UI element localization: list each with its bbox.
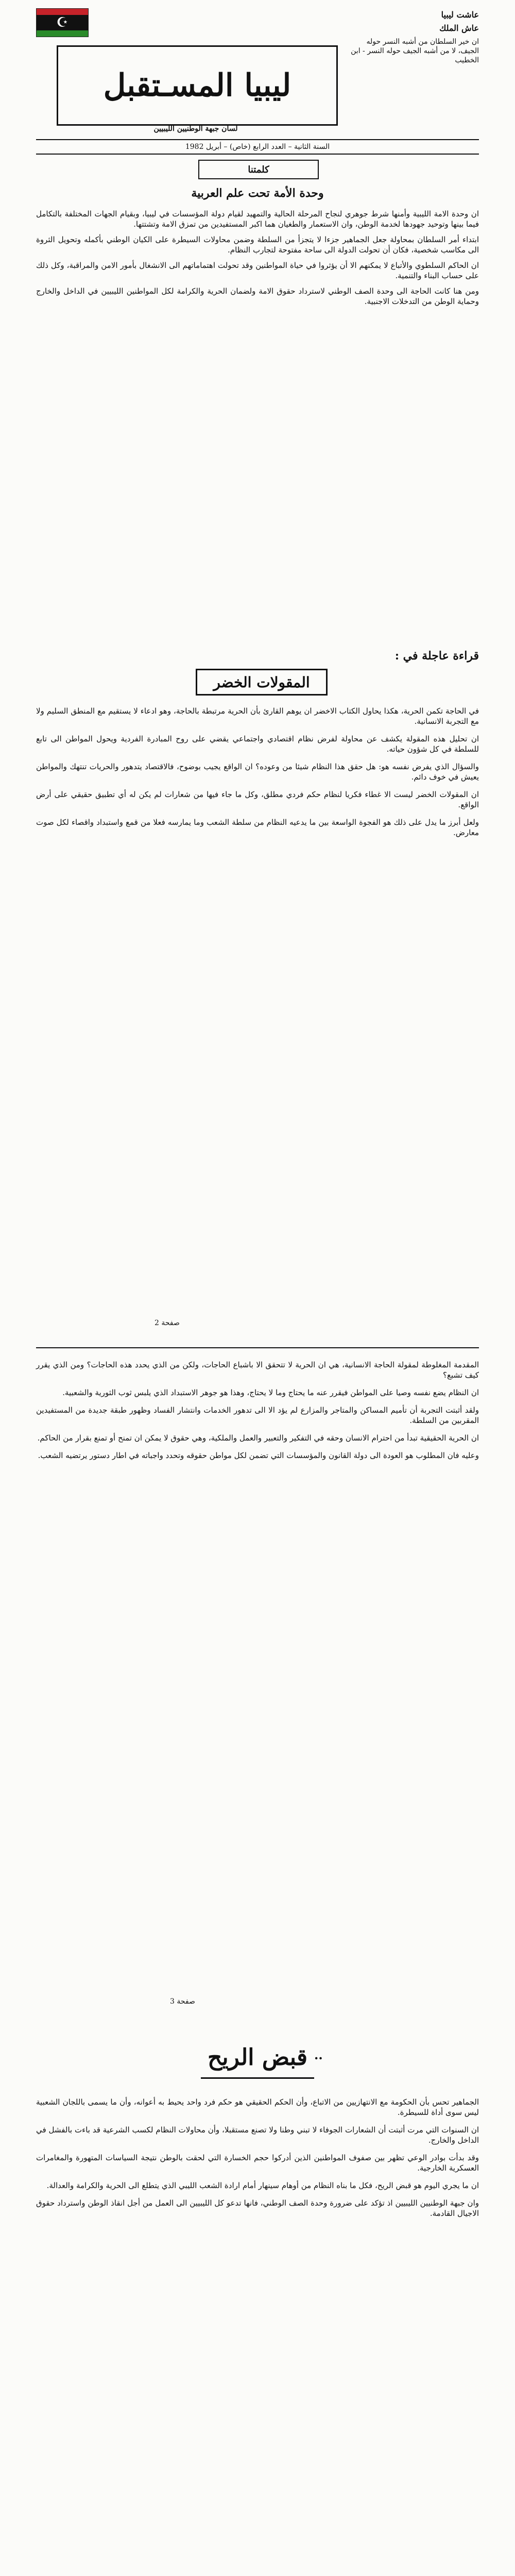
paragraph: الجماهير تحس بأن الحكومة مع الانتهازيين من الاتباع، وأن الحكم الحقيقي هو حكم فرد واحد يحيط به أعوانه، وأن ما يسمى باللجان الشعبية ليس سوى أداة للسيطرة. — [36, 2097, 479, 2117]
libya-flag-icon: ☪ — [36, 8, 89, 37]
paragraph: ولعل أبرز ما يدل على ذلك هو الفجوة الواسعة بين ما يدعيه النظام من سلطة الشعب وما يمارسه فعلا من قمع واستبداد واقصاء لكل صوت معارض. — [36, 818, 479, 837]
paragraph: وان جبهة الوطنيين الليبيين اذ تؤكد على ضرورة وحدة الصف الوطني، فانها تدعو كل الليبيين الى العمل من أجل انقاذ الوطن واسترداد حقوق الاجيال القادمة. — [36, 2198, 479, 2218]
paragraph: ان الحرية الحقيقية تبدأ من احترام الانسان وحقه في التفكير والتعبير والعمل والملكية، وهي حقوق لا يمكن ان تمنح أو تمنع بقرار من الحاكم. — [37, 1433, 479, 1443]
paragraph: ان المقولات الخضر ليست الا غطاء فكريا لنظام حكم فردي مطلق، وكل ما جاء فيها من شعارات لم يكن له أي تطبيق حقيقي على أرض الواقع. — [36, 790, 479, 809]
section-title: المقولات الخضر — [196, 669, 328, 696]
paragraph: ابتداء أمر السلطان بمحاولة جعل الجماهير جزءا لا يتجزأ من السلطة وضمن محاولات السيطرة على الكيان الوطني بأكمله وتحويل الثروة الى مكاسب شخصية، فكان أن تحولت الدولة الى ساحة مفتوحة لتجارب النظام. — [36, 235, 479, 255]
paragraph: ومن هنا كانت الحاجة الى وحدة الصف الوطني لاسترداد حقوق الامة ولضمان الحرية والكرامة لكل المواطنين الليبيين في الداخل والخارج وحماية الوطن من التدخلات الاجنبية. — [36, 286, 479, 306]
title-underline — [201, 2077, 314, 2079]
paragraph: والسؤال الذي يفرض نفسه هو: هل حقق هذا النظام شيئا من وعوده؟ ان الواقع يجيب بوضوح، فالاقتصاد يتدهور والحريات تنتهك والمواطن يعيش في خوف دائم. — [36, 762, 479, 782]
page-4 — [0, 2020, 515, 2576]
page-number: صفحة 2 — [154, 1319, 180, 1327]
section-kicker: قراءة عاجلة في : — [394, 649, 479, 663]
logo-subtitle: لسان جبهة الوطنيين الليبيين — [153, 125, 238, 133]
paragraph: وعليه فان المطلوب هو العودة الى دولة القانون والمؤسسات التي تضمن لكل مواطن حقوقه وتحدد واجباته في اطار دستور يرتضيه الشعب. — [38, 1451, 479, 1460]
page-number: صفحة 3 — [170, 1997, 195, 2006]
paragraph: ان تحليل هذه المقولة يكشف عن محاولة لفرض نظام اقتصادي واجتماعي يقضي على روح المبادرة الفردية ويحول المواطن الى تابع للسلطة في كل شؤون حياته. — [36, 734, 479, 754]
masthead-quote: ان خير السلطان من أشبه النسر حوله الجيف، لا من أشبه الجيف حوله النسر - ابن الخطيب — [351, 38, 479, 64]
paragraph: ان السنوات التي مرت أثبتت أن الشعارات الجوفاء لا تبني وطنا ولا تصنع مستقبلا، وأن محاولات النظام لكسب الشرعية قد باءت بالفشل في الداخل والخارج. — [36, 2125, 479, 2145]
article-body — [0, 1360, 515, 1461]
paragraph: ان النظام يضع نفسه وصيا على المواطن فيقرر عنه ما يحتاج وما لا يحتاج، وهذا هو جوهر الاستبداد الذي يلبس ثوب الثورية والشعبية. — [62, 1388, 479, 1397]
paragraph: ولقد أثبتت التجربة أن تأميم المساكن والمتاجر والمزارع لم يؤد الا الى تدهور الخدمات وانتشار الفساد وظهور طبقة جديدة من المستفيدين المقربين من السلطة. — [36, 1405, 479, 1425]
page-1 — [0, 0, 515, 634]
editorial-box-title: كلمتنا — [198, 160, 319, 179]
editorial-body — [0, 209, 515, 307]
paragraph: وقد بدأت بوادر الوعي تظهر بين صفوف المواطنين الذين أدركوا حجم الخسارة التي لحقت بالوطن نتيجة السياسات المتهورة والمغامرات العسكرية الخارجية. — [36, 2153, 479, 2173]
article-title: قبض الريح — [207, 2044, 308, 2071]
king-slogan: عاش الملك — [439, 23, 479, 33]
newspaper-logo: ليبيا المسـتقبل — [57, 45, 338, 126]
title-ellipsis: .. — [314, 2047, 323, 2062]
paragraph: في الحاجة تكمن الحرية، هكذا يحاول الكتاب الاخضر ان يوهم القارئ بأن الحرية مرتبطة بالحاجة، وهو ادعاء لا يستقيم مع المنطق السليم ولا مع التجربة الانسانية. — [36, 706, 479, 726]
paragraph: المقدمة المغلوطة لمقولة الحاجة الانسانية، هي ان الحرية لا تتحقق الا باشباع الحاجات، ولكن من الذي يحدد هذه الحاجات؟ ومن الذي يقرر كيف تشبع؟ — [36, 1360, 479, 1380]
page-divider — [36, 1347, 479, 1348]
page-2 — [0, 629, 515, 1350]
issue-line: السنة الثانية – العدد الرابع (خاص) – أبريل 1982 — [36, 139, 479, 155]
paragraph: ان ما يجري اليوم هو قبض الريح، فكل ما بناه النظام من أوهام سينهار أمام ارادة الشعب الليبي الذي يتطلع الى الحرية والكرامة والعدالة. — [46, 2181, 479, 2190]
paragraph: ان وحدة الامة الليبية وأمنها شرط جوهري لنجاح المرحلة الحالية والتمهيد لقيام دولة المؤسسات في ليبيا، وبقيام الجهات المختلفة بالتكامل فيما بينها وتوحيد جهودها لخدمة الوطن، وان الاستعمار والطغيان هما اكبر المستفيدين من تمزق الامة وتشتتها. — [36, 209, 479, 229]
editorial-headline: وحدة الأمة تحت علم العربية — [191, 187, 324, 200]
live-slogan: عاشت ليبيا — [441, 10, 479, 20]
article-body — [0, 2097, 515, 2218]
article-body — [0, 706, 515, 838]
page-3 — [0, 1342, 515, 2027]
masthead-slogans — [345, 10, 479, 65]
paragraph: ان الحاكم السلطوي والأتباع لا يمكنهم الا أن يؤثروا في حياة المواطنين وقد تحولت اهتماماتهم الى الانشغال بأمور الامن والمراقبة، وكل ذلك على حساب البناء والتنمية. — [36, 261, 479, 280]
